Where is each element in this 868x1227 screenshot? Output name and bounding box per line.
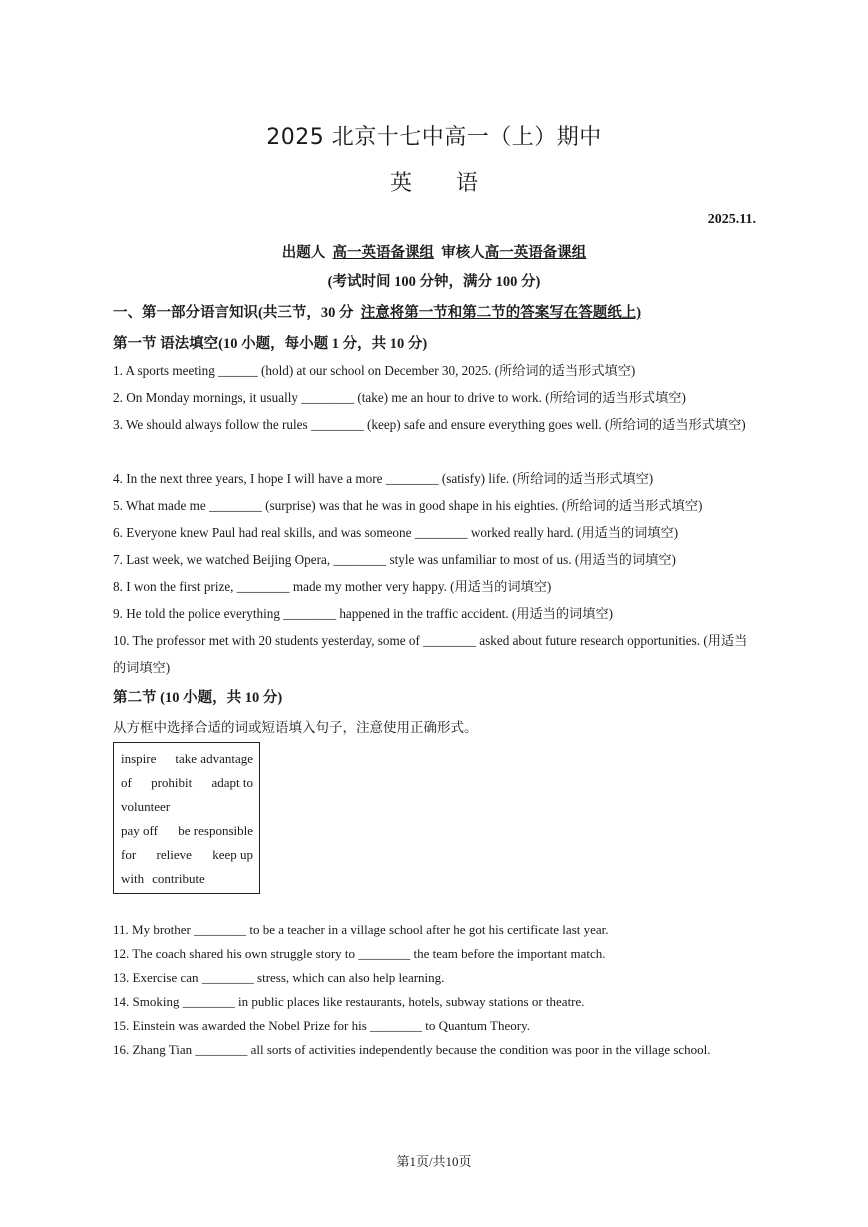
part1-heading [113,301,641,322]
section2-heading: 第二节 (10 小题，共 10 分) [113,690,283,706]
question-4: 4. In the next three years, I hope I will have a more ________ (satisfy) life. (所给词的适当形式填空) [113,471,654,486]
word-box-row [121,747,253,771]
setter-label: 出题人 [281,245,326,261]
question-16: 16. Zhang Tian ________ all sorts of activities independently because the condition was poor in the village school. [113,1042,711,1057]
subject-char: 语 [456,171,479,196]
part1-heading-prefix: 一、第一部分语言知识(共三节，30 分 [113,305,354,321]
question-5: 5. What made me ________ (surprise) was that he was in good shape in his eighties. (所给词的适当形式填空) [113,498,703,513]
word-option: be responsible [178,823,253,838]
word-box-row [121,795,253,819]
question-10: 10. The professor met with 20 students yesterday, some of ________ asked about future research opportunities. (用适当的词填空) [113,633,748,675]
word-option: for [121,847,137,862]
question-14: 14. Smoking ________ in public places like restaurants, hotels, subway stations or theatre. [113,994,585,1009]
setter-name: 高一英语备课组 [332,245,434,261]
word-option: keep up [212,847,253,862]
reviewer-name: 高一英语备课组 [484,245,587,261]
question-9: 9. He told the police everything ________ happened in the traffic accident. (用适当的词填空) [113,606,614,621]
word-option: with [121,871,145,886]
word-box-row [121,771,253,795]
word-option: relieve [156,847,192,862]
word-option: prohibit [151,775,193,790]
section1-heading: 第一节 语法填空(10 小题，每小题 1 分，共 10 分) [113,336,428,352]
word-option: contribute [152,871,205,886]
question-13: 13. Exercise can ________ stress, which can also help learning. [113,970,445,985]
reviewer-label: 审核人 [441,245,485,261]
word-option: take advantage [175,751,253,766]
word-option: of [121,775,132,790]
word-box-row [121,819,253,843]
subject-char: 英 [389,171,412,196]
word-option: inspire [121,751,157,766]
word-box-row [121,843,253,867]
word-option: adapt to [211,775,253,790]
question-12: 12. The coach shared his own struggle story to ________ the team before the important match. [113,946,606,961]
word-option: pay off [121,823,158,838]
exam-title: 2025 北京十七中高一（上）期中 [266,125,602,150]
question-7: 7. Last week, we watched Beijing Opera, ________ style was unfamiliar to most of us. (用适当的词填空) [113,552,676,567]
word-box [113,742,260,894]
word-option: volunteer [121,799,171,814]
word-box-row [121,867,253,891]
question-3: 3. We should always follow the rules ________ (keep) safe and ensure everything goes well. (所给词的适当形式填空) [113,417,746,432]
setters-line [0,241,868,262]
part1-heading-note: 注意将第一节和第二节的答案写在答题纸上) [360,305,642,321]
question-8: 8. I won the first prize, ________ made my mother very happy. (用适当的词填空) [113,579,552,594]
section2-instruction: 从方框中选择合适的词或短语填入句子，注意使用正确形式。 [113,720,478,735]
question-2: 2. On Monday mornings, it usually ________ (take) me an hour to drive to work. (所给词的适当形式填空) [113,390,686,405]
subject-title [0,166,868,197]
exam-date: 2025.11. [707,212,756,227]
question-15: 15. Einstein was awarded the Nobel Prize for his ________ to Quantum Theory. [113,1018,530,1033]
question-11: 11. My brother ________ to be a teacher in a village school after he got his certificate last year. [113,922,609,937]
question-1: 1. A sports meeting ______ (hold) at our school on December 30, 2025. (所给词的适当形式填空) [113,363,636,378]
question-6: 6. Everyone knew Paul had real skills, and was someone ________ worked really hard. (用适当的词填空) [113,525,679,540]
page-number: 第1页/共10页 [396,1154,472,1169]
exam-info: (考试时间 100 分钟，满分 100 分) [327,274,541,290]
